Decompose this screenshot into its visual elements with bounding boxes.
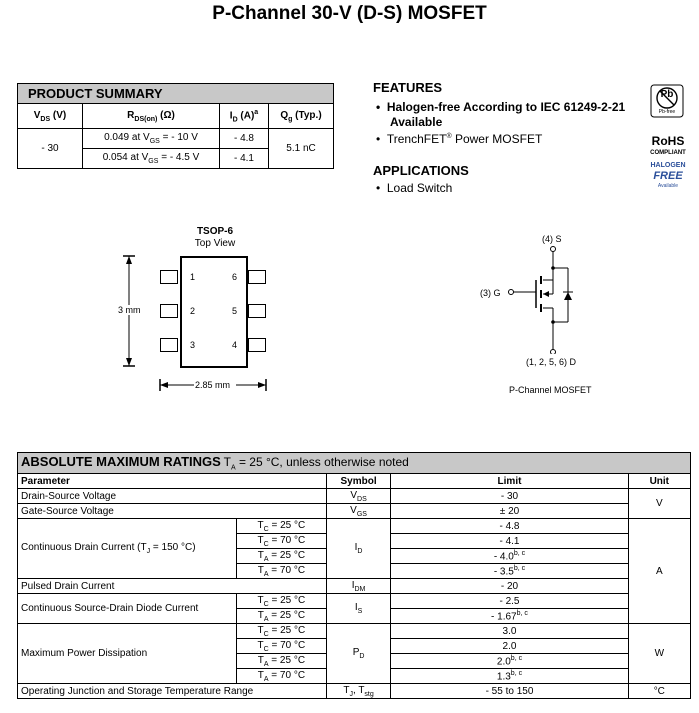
absolute-max-ratings-table <box>17 452 691 699</box>
feature-item: • Halogen-free According to IEC 61249-2-21 <box>376 100 626 114</box>
rds-row-1: 0.049 at $V_{GS}$ = - 10 V <box>83 129 220 149</box>
param-vgs: Gate-Source Voltage <box>18 504 327 519</box>
limit-cell: 3.0 <box>391 624 628 639</box>
pin-label: 6 <box>232 272 238 282</box>
cond-cell: $T_C = 70$ °C <box>237 534 327 549</box>
limit-cell: - 4.1 <box>391 534 628 549</box>
pin-label: 2 <box>190 306 196 316</box>
symbol-id: $I_D$ <box>326 519 391 579</box>
symbol-tj: $T_J$, $T_{stg}$ <box>326 684 391 699</box>
id-row-2: - 4.1 <box>220 149 269 169</box>
limit-cell: - 2.5 <box>391 594 628 609</box>
param-pd: Maximum Power Dissipation <box>18 624 237 684</box>
cond-cell: $T_A = 70$ °C <box>237 564 327 579</box>
limit-vgs: ± 20 <box>391 504 628 519</box>
unit-c: °C <box>628 684 690 699</box>
amr-heading-cell: ABSOLUTE MAXIMUM RATINGS $T_A = 25$ °C, unless otherwise noted <box>18 453 691 474</box>
halogen-free-text: FREE <box>653 170 683 182</box>
col-id: $I_D$ $(A)^a$ <box>220 104 269 129</box>
width-dimension: 2.85 mm <box>195 380 231 390</box>
dimension-lines <box>120 250 280 400</box>
gate-label: (3) G <box>480 288 501 298</box>
col-rds: $R_{DS(on)}$ (Ω) <box>83 104 220 129</box>
cond-cell: $T_A = 25$ °C <box>237 609 327 624</box>
pb-free-logo: Pb Pb-free <box>650 84 684 118</box>
cond-cell: $T_C = 70$ °C <box>237 639 327 654</box>
application-item: • Load Switch <box>376 181 453 195</box>
limit-vds: - 30 <box>391 489 628 504</box>
schematic-caption: P-Channel MOSFET <box>509 385 592 395</box>
product-summary-heading: PRODUCT SUMMARY <box>18 84 334 104</box>
pin-label: 1 <box>190 272 196 282</box>
pin-label: 4 <box>232 340 238 350</box>
mosfet-symbol <box>500 244 590 354</box>
cond-cell: $T_A = 25$ °C <box>237 654 327 669</box>
pin-label: 5 <box>232 306 238 316</box>
drain-label: (1, 2, 5, 6) D <box>526 357 577 367</box>
symbol-is: $I_S$ <box>326 594 391 624</box>
param-id: Continuous Drain Current ($T_J = 150$ °C) <box>18 519 237 579</box>
limit-cell: 1.3$^{b, c}$ <box>391 669 628 684</box>
height-dimension: 3 mm <box>118 305 141 315</box>
col-unit: Unit <box>628 474 690 489</box>
halogen-available: Available <box>657 183 679 189</box>
param-idm: Pulsed Drain Current <box>18 579 327 594</box>
symbol-pd: $P_D$ <box>326 624 391 684</box>
unit-a: A <box>628 519 690 624</box>
param-tj: Operating Junction and Storage Temperature Range <box>18 684 327 699</box>
unit-v: V <box>628 489 690 519</box>
limit-cell: 2.0 <box>391 639 628 654</box>
rohs-text: RoHS <box>651 134 685 148</box>
param-vds: Drain-Source Voltage <box>18 489 327 504</box>
col-limit: Limit <box>391 474 628 489</box>
halogen-text: HALOGEN <box>650 162 686 169</box>
col-parameter: Parameter <box>18 474 327 489</box>
cond-cell: $T_C = 25$ °C <box>237 594 327 609</box>
limit-idm: - 20 <box>391 579 628 594</box>
package-name: TSOP-6 <box>196 226 234 237</box>
col-symbol: Symbol <box>326 474 391 489</box>
limit-cell: - 1.67$^{b, c}$ <box>391 609 628 624</box>
cond-cell: $T_C = 25$ °C <box>237 624 327 639</box>
limit-cell: - 3.5$^{b, c}$ <box>391 564 628 579</box>
rohs-compliant: COMPLIANT <box>650 150 686 156</box>
pin-label: 3 <box>190 340 196 350</box>
symbol-vgs: $V_{GS}$ <box>326 504 391 519</box>
package-view: Top View <box>194 238 236 249</box>
cond-cell: $T_C = 25$ °C <box>237 519 327 534</box>
limit-cell: 2.0$^{b, c}$ <box>391 654 628 669</box>
limit-cell: - 4.0$^{b, c}$ <box>391 549 628 564</box>
symbol-vds: $V_{DS}$ <box>326 489 391 504</box>
applications-heading: APPLICATIONS <box>373 163 469 178</box>
cond-cell: $T_A = 25$ °C <box>237 549 327 564</box>
product-summary-table <box>17 83 334 169</box>
col-vds: $V_{DS}$ (V) <box>18 104 83 129</box>
rds-row-2: 0.054 at $V_{GS}$ = - 4.5 V <box>83 149 220 169</box>
id-row-1: - 4.8 <box>220 129 269 149</box>
features-heading: FEATURES <box>373 80 443 95</box>
page-title: P-Channel 30-V (D-S) MOSFET <box>212 3 487 24</box>
cond-cell: $T_A = 70$ °C <box>237 669 327 684</box>
col-qg: $Q_g$ (Typ.) <box>269 104 334 129</box>
vds-value: - 30 <box>18 129 83 169</box>
limit-tj: - 55 to 150 <box>391 684 628 699</box>
unit-w: W <box>628 624 690 684</box>
symbol-idm: $I_{DM}$ <box>326 579 391 594</box>
limit-cell: - 4.8 <box>391 519 628 534</box>
feature-item-cont: Available <box>390 115 443 129</box>
source-label: (4) S <box>542 234 562 244</box>
param-is: Continuous Source-Drain Diode Current <box>18 594 237 624</box>
feature-item: • TrenchFET® Power MOSFET <box>376 132 543 146</box>
qg-value: 5.1 nC <box>269 129 334 169</box>
